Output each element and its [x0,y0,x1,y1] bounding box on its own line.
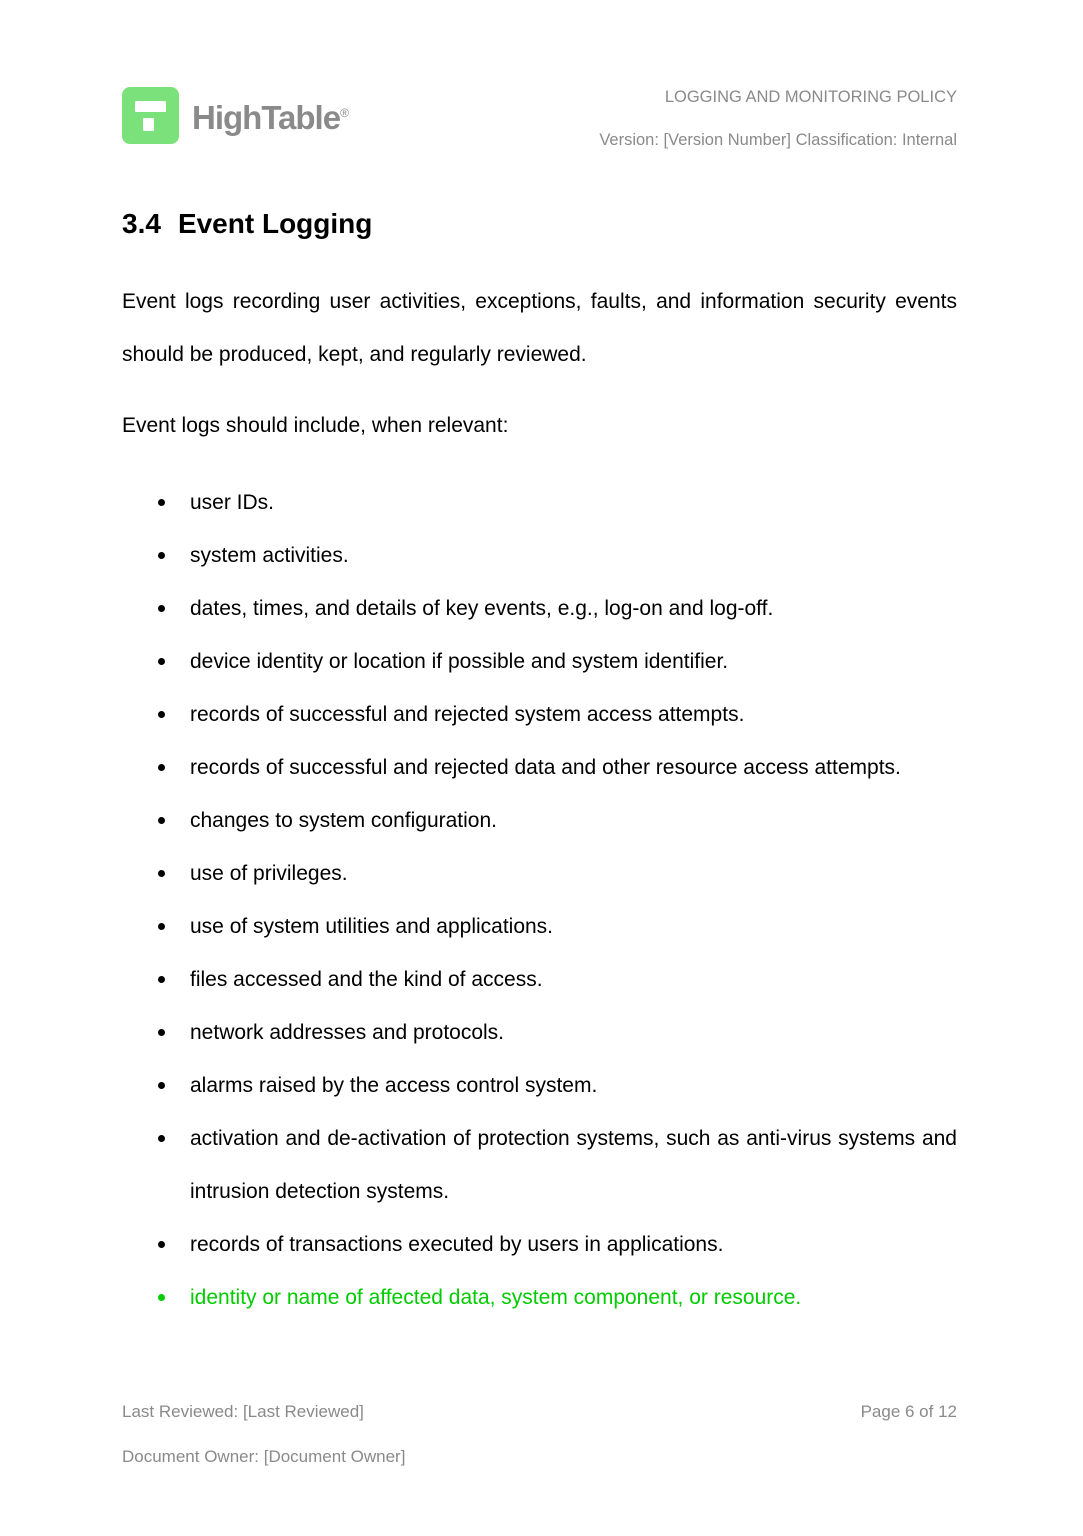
bullet-icon [158,870,165,877]
bullet-icon [158,817,165,824]
bullet-icon [158,499,165,506]
intro-paragraph: Event logs recording user activities, exceptions, faults, and information security events should be produced, kept, and regularly reviewed. [122,290,957,366]
list-item [122,635,957,688]
bullet-text: activation and de-activation of protection systems, such as anti-virus systems and intrusion detection systems. [190,1127,957,1203]
bullet-text: records of successful and rejected system access attempts. [190,703,745,726]
table-logo-icon [122,87,179,144]
bullet-icon [158,1029,165,1036]
document-version-classification: Version: [Version Number] Classification: Internal [599,131,957,149]
list-item [122,688,957,741]
lead-in-paragraph: Event logs should include, when relevant: [122,414,509,437]
section-heading [122,207,957,241]
bullet-text: records of successful and rejected data and other resource access attempts. [190,756,901,779]
list-item [122,900,957,953]
list-item [122,1059,957,1112]
bullet-icon [158,1241,165,1248]
list-item [122,1218,957,1271]
list-item [122,1112,957,1218]
bullet-icon [158,1082,165,1089]
list-item [122,529,957,582]
bullet-text: files accessed and the kind of access. [190,968,543,991]
table-leg-shape [143,118,155,131]
page-header [122,85,957,150]
list-item [122,476,957,529]
event-log-list [122,476,957,1324]
list-item [122,741,957,794]
list-item [122,1006,957,1059]
brand-name [192,85,349,146]
page-footer [122,1402,957,1467]
bullet-icon [158,923,165,930]
hightable-logo [122,85,349,146]
bullet-text: device identity or location if possible and system identifier. [190,650,729,673]
section-number: 3.4 [122,208,161,239]
bullet-icon [158,552,165,559]
bullet-text: use of system utilities and applications. [190,915,554,938]
list-item [122,1271,957,1324]
table-top-shape [135,101,167,112]
footer-page-number: Page 6 of 12 [860,1402,957,1421]
bullet-icon [158,658,165,665]
bullet-text: dates, times, and details of key events, e.g., log-on and log-off. [190,597,774,620]
bullet-text: system activities. [190,544,349,567]
bullet-text: alarms raised by the access control system. [190,1074,598,1097]
bullet-icon [158,976,165,983]
list-item [122,794,957,847]
list-item [122,847,957,900]
bullet-icon [158,1294,165,1301]
document-title: LOGGING AND MONITORING POLICY [664,88,957,106]
trademark-symbol: ® [340,106,349,120]
bullet-text: use of privileges. [190,862,348,885]
bullet-text: identity or name of affected data, system component, or resource. [190,1286,802,1309]
bullet-text: records of transactions executed by users in applications. [190,1233,724,1256]
footer-last-reviewed: Last Reviewed: [Last Reviewed] [122,1402,364,1421]
bullet-text: user IDs. [190,491,275,514]
section-title: Event Logging [177,208,373,239]
brand-text: HighTable [192,99,341,136]
bullet-text: changes to system configuration. [190,809,498,832]
bullet-icon [158,605,165,612]
footer-document-owner: Document Owner: [Document Owner] [122,1447,406,1466]
header-meta [599,85,957,150]
bullet-icon [158,764,165,771]
list-item [122,582,957,635]
bullet-text: network addresses and protocols. [190,1021,505,1044]
bullet-icon [158,1135,165,1142]
bullet-icon [158,711,165,718]
list-item [122,953,957,1006]
